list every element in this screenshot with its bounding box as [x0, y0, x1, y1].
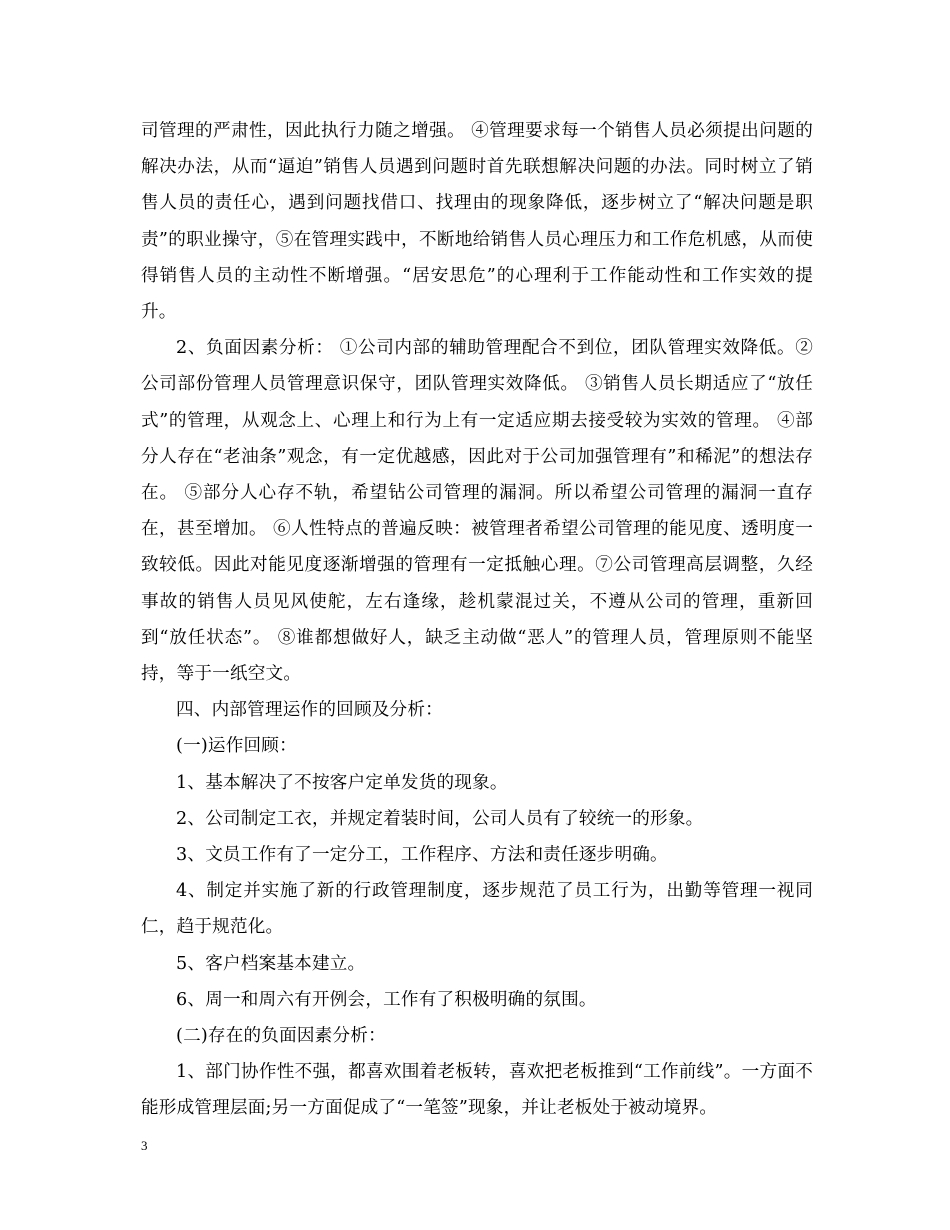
page-number: 3 [141, 1138, 148, 1153]
subheading-negative-factors: (二)存在的负面因素分析： [176, 1026, 386, 1047]
list-item-5: 5、客户档案基本建立。 [176, 953, 366, 974]
list-item-2: 2、公司制定工衣，并规定着装时间，公司人员有了较统一的形象。 [176, 808, 704, 829]
list-item-4: 4、制定并实施了新的行政管理制度，逐步规范了员工行为，出勤等管理一视同仁，趋于规范化。 [141, 881, 813, 938]
document-body [141, 113, 813, 1127]
list-item-6: 6、周一和周六有开例会，工作有了积极明确的氛围。 [176, 989, 597, 1010]
list-item-negative-1: 1、部门协作性不强，都喜欢围着老板转，喜欢把老板推到“工作前线”。一方面不能形成管理层面;另一方面促成了“一笔签”现象，并让老板处于被动境界。 [141, 1062, 813, 1119]
list-item-1: 1、基本解决了不按客户定单发货的现象。 [176, 772, 508, 793]
list-item-3: 3、文员工作有了一定分工，工作程序、方法和责任逐步明确。 [176, 845, 668, 866]
paragraph-negative-factors: 2、负面因素分析： ①公司内部的辅助管理配合不到位，团队管理实效降低。②公司部份管理人员管理意识保守，团队管理实效降低。 ③销售人员长期适应了“放任式”的管理，从观念上、心理上和行为上有一定适应期去接受较为实效的管理。 ④部分人存在“老油条”观念，有一定优越感，因此对于公司加强管理有”和稀泥”的想法存在。 ⑤部分人心存不轨，希望钻公司管理的漏洞。所以希望公司管理的漏洞一直存在，甚至增加。 ⑥人性特点的普遍反映：被管理者希望公司管理的能见度、透明度一致较低。因此对能见度逐渐增强的管理有一定抵触心理。⑦公司管理高层调整，久经事故的销售人员见风使舵，左右逢缘，趁机蒙混过关，不遵从公司的管理，重新回到“放任状态”。 ⑧谁都想做好人，缺乏主动做“恶人”的管理人员，管理原则不能坚持，等于一纸空文。 [141, 338, 813, 685]
section-heading-internal-management: 四、内部管理运作的回顾及分析： [176, 700, 443, 721]
paragraph-1: 司管理的严肃性，因此执行力随之增强。 ④管理要求每一个销售人员必须提出问题的解决办法，从而“逼迫”销售人员遇到问题时首先联想解决问题的办法。同时树立了销售人员的责任心，遇到问题找借口、找理由的现象降低，逐步树立了“解决问题是职责”的职业操守，⑤在管理实践中，不断地给销售人员心理压力和工作危机感，从而使得销售人员的主动性不断增强。“居安思危”的心理利于工作能动性和工作实效的提升。 [141, 121, 813, 323]
subheading-operation-review: (一)运作回顾： [176, 736, 297, 757]
